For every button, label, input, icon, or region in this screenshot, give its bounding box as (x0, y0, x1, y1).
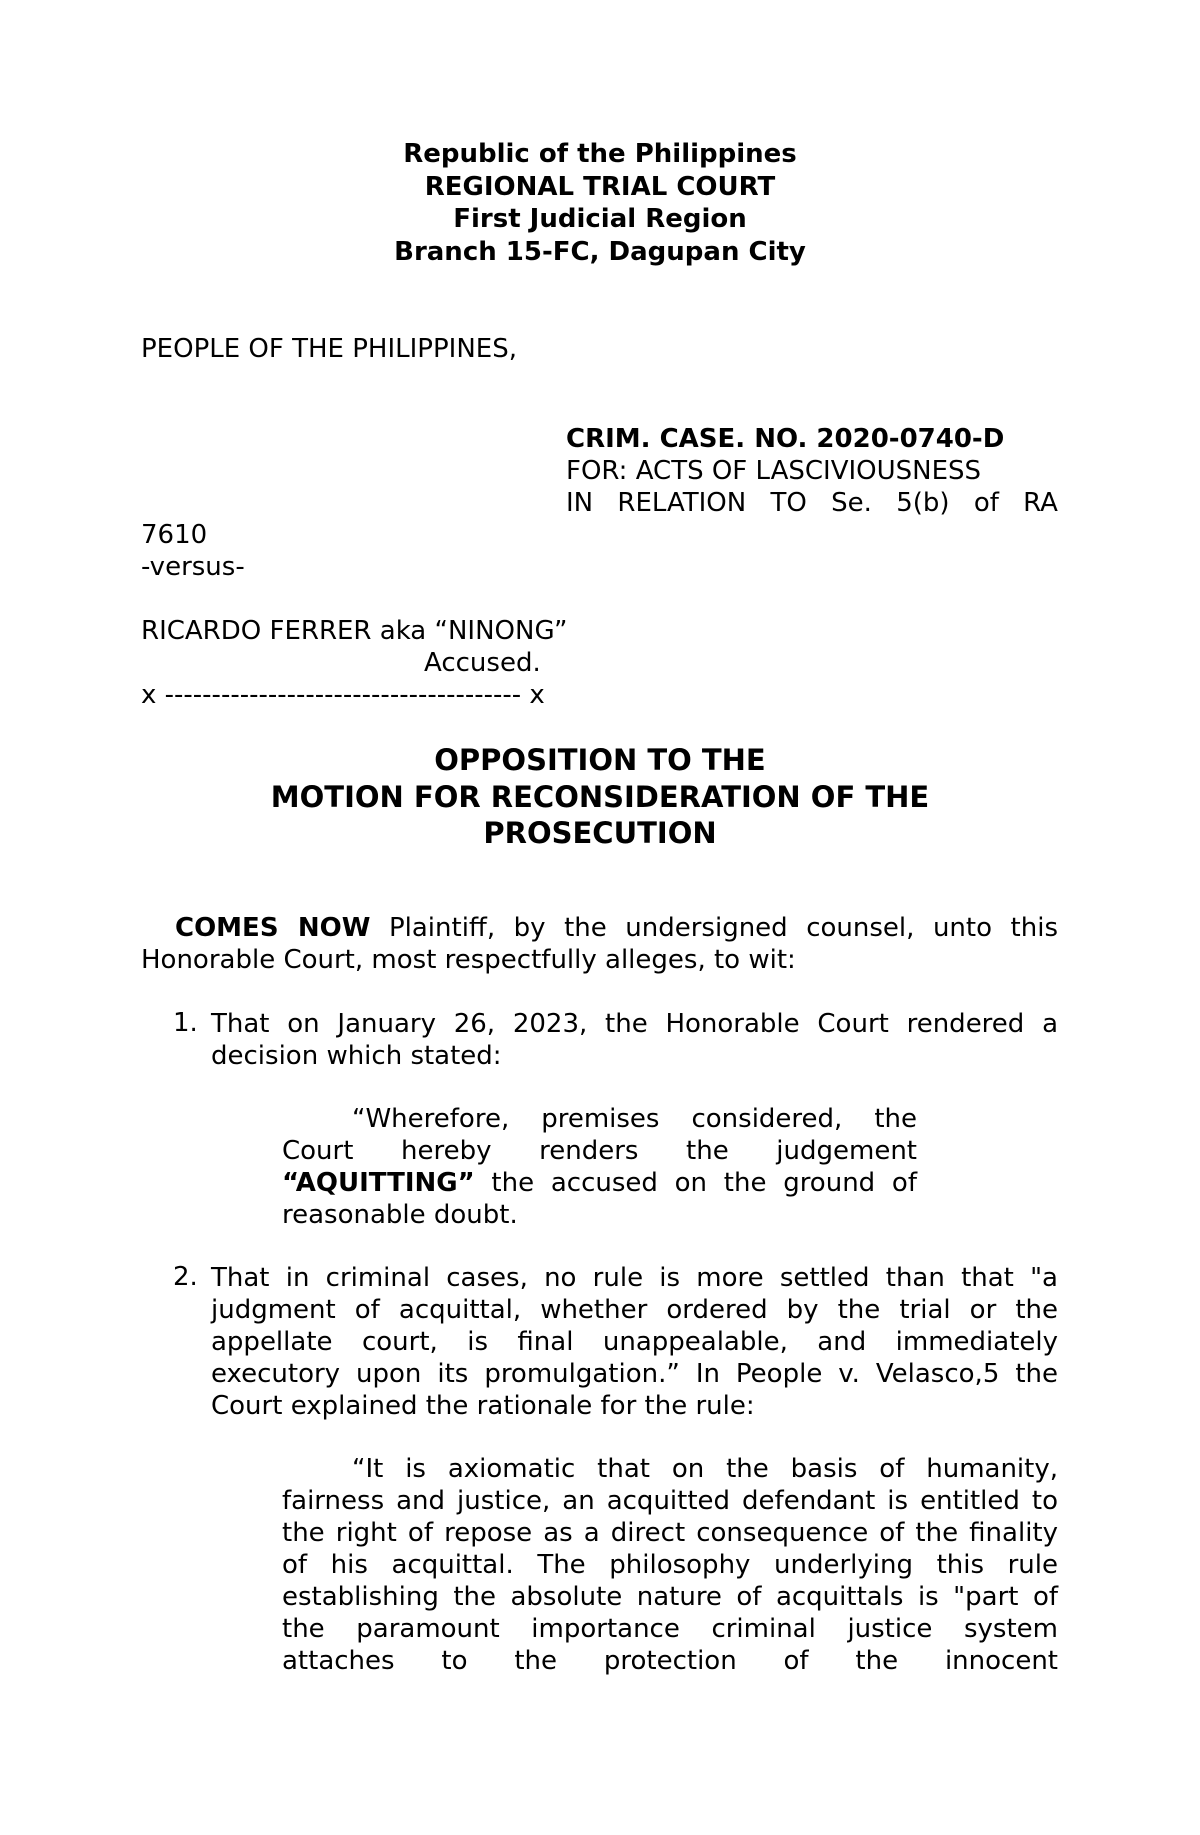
relation-word: RELATION (617, 488, 747, 518)
title-line-3: PROSECUTION (483, 816, 717, 850)
quote-1-bold: “AQUITTING” (282, 1168, 475, 1198)
case-relation-tail: 7610 (141, 520, 208, 550)
relation-word: TO (770, 488, 807, 518)
document-title (0, 742, 1200, 852)
case-relation-line (566, 488, 1058, 518)
accused-label: Accused. (424, 648, 541, 678)
intro-text: Plaintiff, by the undersigned counsel, unto this Honorable Court, most respectfully alleges, to wit: (141, 913, 1058, 975)
case-offense: FOR: ACTS OF LASCIVIOUSNESS (566, 456, 982, 486)
relation-word: 5(b) (896, 488, 950, 518)
title-line-2: MOTION FOR RECONSIDERATION OF THE (270, 779, 930, 814)
quote-1 (282, 1103, 917, 1231)
plaintiff-name: PEOPLE OF THE PHILIPPINES, (141, 334, 517, 364)
item-1-text: That on January 26, 2023, the Honorable Court rendered a decision which stated: (211, 1009, 1058, 1071)
case-number: CRIM. CASE. NO. 2020-0740-D (566, 424, 1005, 454)
court-header (0, 138, 1200, 268)
header-branch: Branch 15-FC, Dagupan City (394, 236, 806, 267)
item-2-number: 2. (173, 1262, 198, 1292)
relation-word: of (973, 488, 999, 518)
item-2-text: That in criminal cases, no rule is more settled than that "a judgment of acquittal, whether ordered by the trial or the appellate court, is final unappealable, and immediately executory upon its promulgation.” In People v. Velasco,5 the Court explained the rationale for the rule: (211, 1263, 1058, 1421)
intro-paragraph (141, 912, 1058, 976)
caption-separator: x -------------------------------------- x (141, 680, 545, 710)
quote-1-end: the accused on the ground of reasonable doubt. (282, 1168, 917, 1230)
header-court: REGIONAL TRIAL COURT (424, 171, 776, 202)
versus-text: -versus- (141, 552, 245, 582)
title-line-1: OPPOSITION TO THE (434, 743, 766, 777)
relation-word: IN (566, 488, 594, 518)
header-region: First Judicial Region (453, 204, 747, 234)
accused-name: RICARDO FERRER aka “NINONG” (141, 616, 568, 646)
header-republic: Republic of the Philippines (403, 139, 797, 169)
intro-bold: COMES NOW (175, 913, 371, 943)
item-1-number: 1. (173, 1008, 198, 1038)
quote-2: “It is axiomatic that on the basis of humanity, fairness and justice, an acquitted defendant is entitled to the right of repose as a direct consequence of the finality of his acquittal. The philosophy underlying this rule establishing the absolute nature of acquittals is "part of the paramount importance criminal justice system attaches to the protection of the innocent (282, 1454, 1058, 1676)
relation-word: Se. (831, 488, 872, 518)
relation-word: RA (1023, 488, 1058, 518)
quote-1-start: “Wherefore, premises considered, the Court hereby renders the judgement (282, 1104, 917, 1166)
